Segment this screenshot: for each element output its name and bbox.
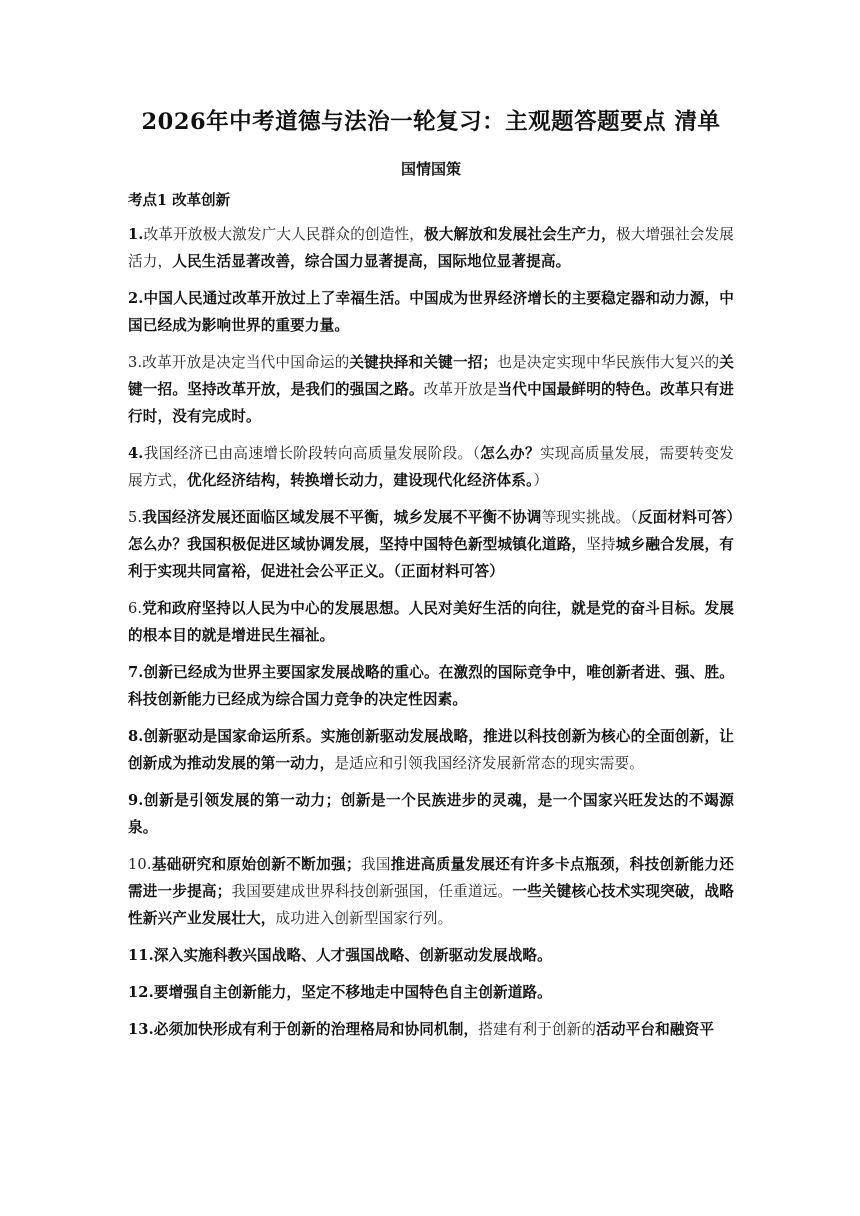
text-run: ） [533, 472, 549, 489]
bold-text-run: 7.创新已经成为世界主要国家发展战略的重心。在激烈的国际竞争中，唯创新者进、强、胜。科技创新能力已经成为综合国力竞争的决定性因素。 [128, 664, 734, 708]
paragraph-13 [128, 1016, 734, 1043]
bold-text-run: 2.中国人民通过改革开放过上了幸福生活。中国成为世界经济增长的主要稳定器和动力源，中国已经成为影响世界的重要力量。 [128, 290, 734, 334]
text-run: 等现实挑战。（ [541, 509, 638, 526]
text-run: 也是决定实现中华民族伟大复兴的 [497, 354, 720, 371]
text-run: 是适应和引领我国经济发展新常态的现实需要。 [334, 755, 645, 772]
bold-text-run: 当代中国最鲜明的特色。改革只有进行时，没有完成时。 [128, 381, 734, 425]
bold-text-run: 优化经济结构，转换增长动力，建设现代化经济体系。 [186, 472, 534, 489]
document-page [128, 96, 734, 1043]
paragraph-2 [128, 285, 734, 339]
text-run: 极大增强社会发展活力， [128, 226, 735, 270]
bold-text-run: 活动平台和融资平 [596, 1021, 715, 1038]
document-title: 2026年中考道德与法治一轮复习：主观题答题要点 清单 [141, 109, 721, 135]
bold-text-run: 9.创新是引领发展的第一动力；创新是一个民族进步的灵魂，是一个国家兴旺发达的不竭源泉。 [128, 792, 734, 836]
bold-text-run: 一些关键核心技术实现突破，战略性新兴产业发展壮大， [128, 883, 734, 927]
text-run: 改革开放是 [423, 381, 498, 398]
bold-text-run: 8.创新驱动是国家命运所系。实施创新驱动发展战略，推进以科技创新为核心的全面创新，让创新成为推动发展的第一动力， [128, 728, 734, 772]
paragraph-4 [128, 440, 734, 494]
text-run: 改革开放极大激发广大人民群众的创造性， [143, 226, 425, 243]
text-run: 我国要建成世界科技创新强国，任重道远。 [231, 883, 513, 900]
bold-text-run: 推进高质量发展还有许多卡点瓶颈，科技创新能力还需进一步提高； [128, 856, 735, 900]
text-run: 实现高质量发展，需要转变发展方式， [128, 445, 735, 489]
paragraph-3 [128, 349, 734, 430]
text-run: 坚持 [586, 536, 616, 553]
text-run: 6. [128, 600, 143, 617]
bold-text-run: 城乡融合发展，有利于实现共同富裕，促进社会公平正义。（正面材料可答） [128, 536, 734, 580]
bold-text-run: 关键抉择和关键一招； [349, 354, 498, 371]
bold-text-run: 我国经济发展还面临区域发展不平衡，城乡发展不平衡不协调 [142, 509, 542, 526]
paragraph-6 [128, 595, 734, 649]
paragraph-5 [128, 504, 734, 585]
paragraph-11 [128, 942, 734, 969]
bold-text-run: 基础研究和原始创新不断加强； [151, 856, 361, 873]
paragraph-8 [128, 723, 734, 777]
text-run: 搭建有利于创新的 [478, 1021, 597, 1038]
paragraph-1 [128, 221, 734, 275]
text-run: 10. [128, 856, 152, 873]
bold-text-run: 关键一招。坚持改革开放，是我们的强国之路。 [128, 354, 734, 398]
bold-text-run: 极大解放和发展社会生产力， [424, 226, 616, 243]
paragraph-10 [128, 851, 734, 932]
paragraph-9 [128, 787, 734, 841]
bold-text-run: 13.必须加快形成有利于创新的治理格局和协同机制， [128, 1021, 479, 1038]
bold-text-run: 党和政府坚持以人民为中心的发展思想。人民对美好生活的向往，就是党的奋斗目标。发展的根本目的就是增进民生福祉。 [128, 600, 734, 644]
text-run: 3.改革开放是决定当代中国命运的 [128, 354, 350, 371]
bold-text-run: 12.要增强自主创新能力，坚定不移地走中国特色自主创新道路。 [128, 984, 552, 1001]
bold-text-run: 人民生活显著改善，综合国力显著提高，国际地位显著提高。 [172, 253, 571, 270]
bold-text-run: 11.深入实施科教兴国战略、人才强国战略、创新驱动发展战略。 [128, 947, 552, 964]
section-heading: 国情国策 [400, 160, 461, 178]
paragraph-7 [128, 659, 734, 713]
bold-text-run: 怎么办？ [480, 445, 540, 462]
text-run: 5. [128, 509, 143, 526]
text-run: 我国经济已由高速增长阶段转向高质量发展阶段。（ [143, 445, 481, 462]
paragraph-12 [128, 979, 734, 1006]
bold-text-run: 4. [128, 445, 144, 462]
text-run: 我国 [360, 856, 391, 873]
bold-text-run: 反面材料可答）怎么办？我国积极促进区域协调发展，坚持中国特色新型城镇化道路， [128, 509, 734, 553]
text-run: 成功进入创新型国家行列。 [275, 910, 453, 927]
bold-text-run: 1. [128, 226, 144, 243]
topic-heading: 考点1 改革创新 [128, 192, 231, 209]
